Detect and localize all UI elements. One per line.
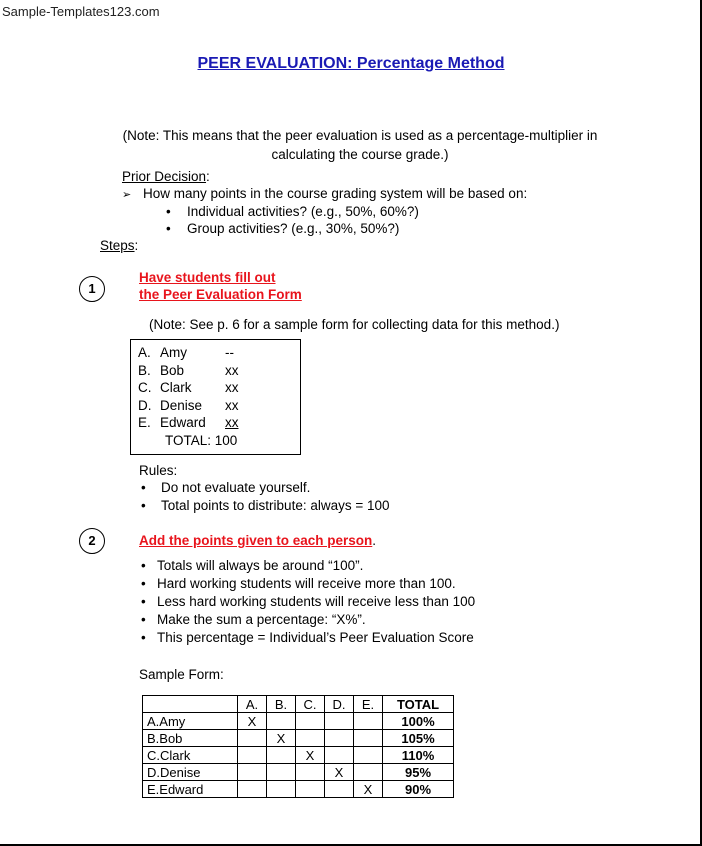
table-cell-mark: [296, 713, 325, 730]
table-cell-mark: [296, 781, 325, 798]
box-row-letter: D.: [138, 398, 152, 413]
prior-decision-heading: [122, 169, 210, 184]
box-row-letter: E.: [138, 415, 151, 430]
table-header-cell: TOTAL: [383, 696, 454, 713]
intro-note-line2: calculating the course grade.): [271, 147, 449, 162]
step-2-heading-text: Add the points given to each person: [139, 533, 373, 548]
table-header-cell: C.: [296, 696, 325, 713]
table-cell-total: 100%: [383, 713, 454, 730]
table-header-cell: [143, 696, 238, 713]
table-cell-mark: [267, 781, 296, 798]
table-row: [143, 764, 454, 781]
table-cell-mark: [325, 747, 354, 764]
table-cell-mark: [238, 747, 267, 764]
table-cell-mark: [325, 713, 354, 730]
table-cell-name: E.Edward: [143, 781, 238, 798]
table-cell-name: D.Denise: [143, 764, 238, 781]
box-row-letter: A.: [138, 345, 151, 360]
table-cell-mark: [238, 730, 267, 747]
table-row: [143, 781, 454, 798]
bullet-icon: •: [141, 594, 146, 609]
bullet-icon: •: [166, 221, 171, 236]
table-header-row: [143, 696, 454, 713]
box-row-name: Edward: [160, 415, 206, 430]
bullet-icon: •: [141, 498, 146, 513]
rules-heading: Rules:: [139, 463, 178, 478]
table-cell-mark: X: [296, 747, 325, 764]
table-cell-total: 95%: [383, 764, 454, 781]
page-title-text: PEER EVALUATION: Percentage Method: [197, 55, 505, 72]
rule-item: Total points to distribute: always = 100: [161, 498, 390, 513]
step-2-bullet: Hard working students will receive more than 100.: [157, 576, 456, 591]
box-row-mark: xx: [225, 363, 239, 378]
table-cell-mark: [267, 713, 296, 730]
step-2-heading: [139, 533, 376, 548]
step-1-number-circle: 1: [79, 276, 105, 302]
table-cell-name: B.Bob: [143, 730, 238, 747]
table-cell-mark: X: [267, 730, 296, 747]
box-row-name: Bob: [160, 363, 185, 378]
bullet-icon: •: [141, 576, 146, 591]
box-row-mark: xx: [225, 380, 239, 395]
table-header-cell: D.: [325, 696, 354, 713]
table-cell-total: 110%: [383, 747, 454, 764]
table-cell-mark: [354, 730, 383, 747]
prior-arrow-item: [122, 186, 131, 201]
table-cell-name: C.Clark: [143, 747, 238, 764]
step-2-bullet: Totals will always be around “100”.: [157, 558, 364, 573]
step-1-heading-line2: the Peer Evaluation Form: [139, 287, 302, 302]
prior-decision-colon: :: [206, 169, 210, 184]
table-cell-mark: [354, 747, 383, 764]
box-row-name: Amy: [160, 345, 187, 360]
table-cell-mark: X: [354, 781, 383, 798]
prior-bullet-individual: Individual activities? (e.g., 50%, 60%?): [187, 204, 419, 219]
intro-note-line1: (Note: This means that the peer evaluation is used as a percentage-multiplier in: [122, 128, 598, 143]
table-cell-mark: [238, 764, 267, 781]
step-2-heading-period: .: [372, 533, 377, 548]
table-cell-mark: [354, 764, 383, 781]
prior-arrow-text: How many points in the course grading system will be based on:: [143, 186, 528, 201]
table-row: [143, 730, 454, 747]
step-1-heading-line1: Have students fill out: [139, 270, 276, 285]
rule-item: Do not evaluate yourself.: [161, 480, 311, 495]
page-title: [0, 55, 702, 73]
table-cell-mark: [267, 764, 296, 781]
prior-bullet-group: Group activities? (e.g., 30%, 50%?): [187, 221, 400, 236]
step-2-number-circle: 2: [79, 528, 105, 554]
table-cell-mark: [296, 730, 325, 747]
sample-form-label: Sample Form:: [139, 667, 224, 682]
box-row-letter: C.: [138, 380, 152, 395]
table-cell-mark: [354, 713, 383, 730]
table-header-cell: B.: [267, 696, 296, 713]
box-row-mark: --: [225, 345, 234, 360]
table-header-cell: E.: [354, 696, 383, 713]
prior-decision-label: Prior Decision: [122, 169, 207, 184]
bullet-icon: •: [166, 204, 171, 219]
steps-label: Steps: [100, 238, 135, 253]
sample-form-table: [142, 695, 454, 798]
box-row-name: Denise: [160, 398, 203, 413]
step-2-bullet: Make the sum a percentage: “X%”.: [157, 612, 366, 627]
table-cell-mark: X: [325, 764, 354, 781]
table-cell-mark: [296, 764, 325, 781]
box-row-mark: xx: [225, 415, 239, 430]
table-cell-name: A.Amy: [143, 713, 238, 730]
bullet-icon: •: [141, 480, 146, 495]
box-total: TOTAL: 100: [165, 433, 238, 448]
table-row: [143, 747, 454, 764]
bullet-icon: •: [141, 558, 146, 573]
table-cell-mark: [267, 747, 296, 764]
table-cell-total: 105%: [383, 730, 454, 747]
table-cell-mark: X: [238, 713, 267, 730]
table-cell-mark: [238, 781, 267, 798]
bullet-icon: •: [141, 630, 146, 645]
table-header-cell: A.: [238, 696, 267, 713]
box-row-name: Clark: [160, 380, 192, 395]
box-row-mark: xx: [225, 398, 239, 413]
table-cell-mark: [325, 730, 354, 747]
arrow-bullet-icon: ➢: [122, 189, 132, 201]
step-1-note: (Note: See p. 6 for a sample form for collecting data for this method.): [149, 317, 560, 332]
table-row: [143, 713, 454, 730]
table-cell-mark: [325, 781, 354, 798]
site-watermark: Sample-Templates123.com: [2, 4, 160, 19]
table-cell-total: 90%: [383, 781, 454, 798]
box-row-letter: B.: [138, 363, 151, 378]
step-2-bullet: This percentage = Individual’s Peer Evaluation Score: [157, 630, 474, 645]
bullet-icon: •: [141, 612, 146, 627]
step-2-bullet: Less hard working students will receive less than 100: [157, 594, 476, 609]
steps-heading: Steps:: [100, 238, 139, 253]
